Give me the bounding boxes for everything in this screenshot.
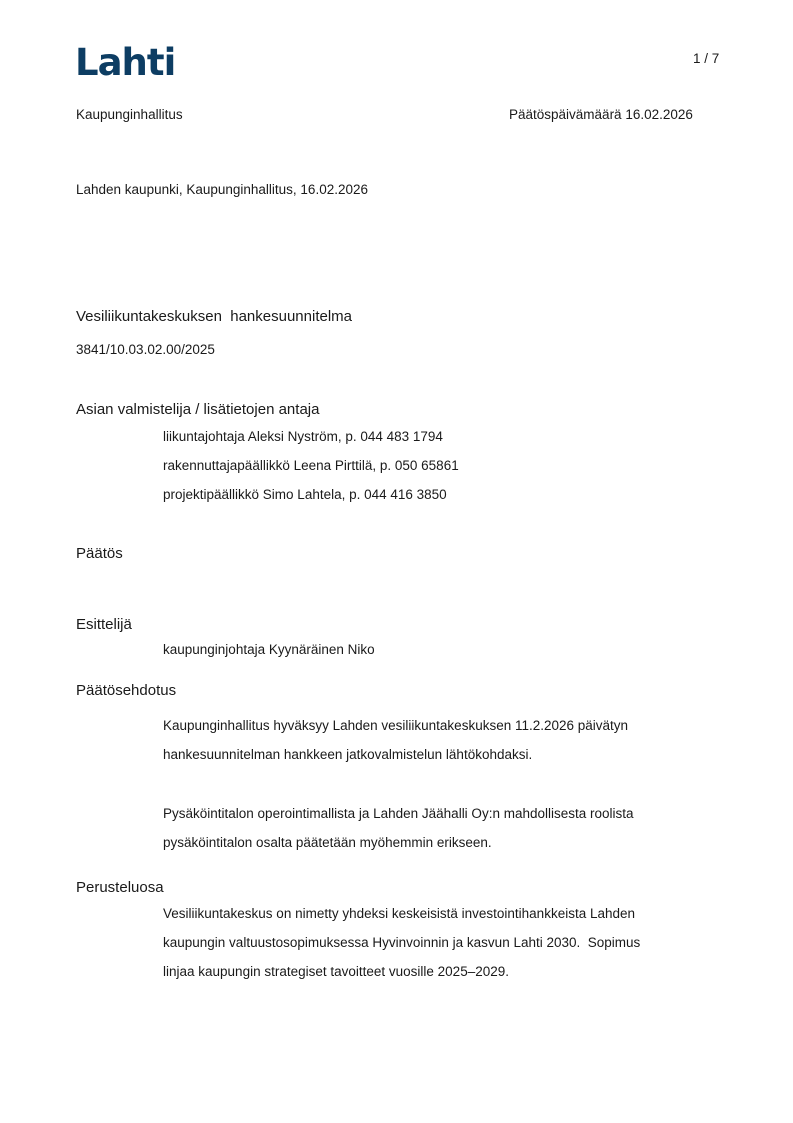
preparer-item: liikuntajohtaja Aleksi Nyström, p. 044 483 1794 — [163, 429, 443, 444]
decision-heading: Päätös — [76, 545, 123, 562]
page-number: 1 / 7 — [693, 51, 720, 66]
presenter-heading: Esittelijä — [76, 616, 132, 633]
presenter-name: kaupunginjohtaja Kyynäräinen Niko — [163, 642, 375, 657]
proposal-paragraph-1 — [163, 711, 628, 769]
text-line: Vesiliikuntakeskus on nimetty yhdeksi keskeisistä investointihankkeista Lahden — [163, 906, 636, 921]
text-line: linjaa kaupungin strategiset tavoitteet vuosille 2025–2029. — [163, 964, 509, 979]
meeting-line: Lahden kaupunki, Kaupunginhallitus, 16.02.2026 — [76, 182, 368, 197]
proposal-heading: Päätösehdotus — [76, 682, 177, 699]
basis-heading: Perusteluosa — [76, 879, 164, 896]
document-title: Vesiliikuntakeskuksen hankesuunnitelma — [76, 308, 352, 325]
preparer-item: rakennuttajapäällikkö Leena Pirttilä, p. 050 65861 — [163, 458, 459, 473]
text-line: pysäköintitalon osalta päätetään myöhemmin erikseen. — [163, 835, 492, 850]
basis-paragraph — [163, 899, 640, 986]
preparer-item: projektipäällikkö Simo Lahtela, p. 044 416 3850 — [163, 487, 447, 502]
lahti-logo: Lahti — [75, 41, 176, 84]
preparers-heading: Asian valmistelija / lisätietojen antaja — [76, 401, 320, 418]
proposal-paragraph-2 — [163, 799, 634, 857]
text-line: kaupungin valtuustosopimuksessa Hyvinvoinnin ja kasvun Lahti 2030. Sopimus — [163, 935, 641, 950]
text-line: Pysäköintitalon operointimallista ja Lahden Jäähalli Oy:n mahdollisesta roolista — [163, 806, 634, 821]
text-line: Kaupunginhallitus hyväksyy Lahden vesiliikuntakeskuksen 11.2.2026 päivätyn — [163, 718, 629, 733]
organ-name: Kaupunginhallitus — [76, 107, 183, 122]
text-line: hankesuunnitelman hankkeen jatkovalmistelun lähtökohdaksi. — [163, 747, 533, 762]
decision-date: Päätöspäivämäärä 16.02.2026 — [509, 107, 693, 122]
record-number: 3841/10.03.02.00/2025 — [76, 342, 215, 357]
